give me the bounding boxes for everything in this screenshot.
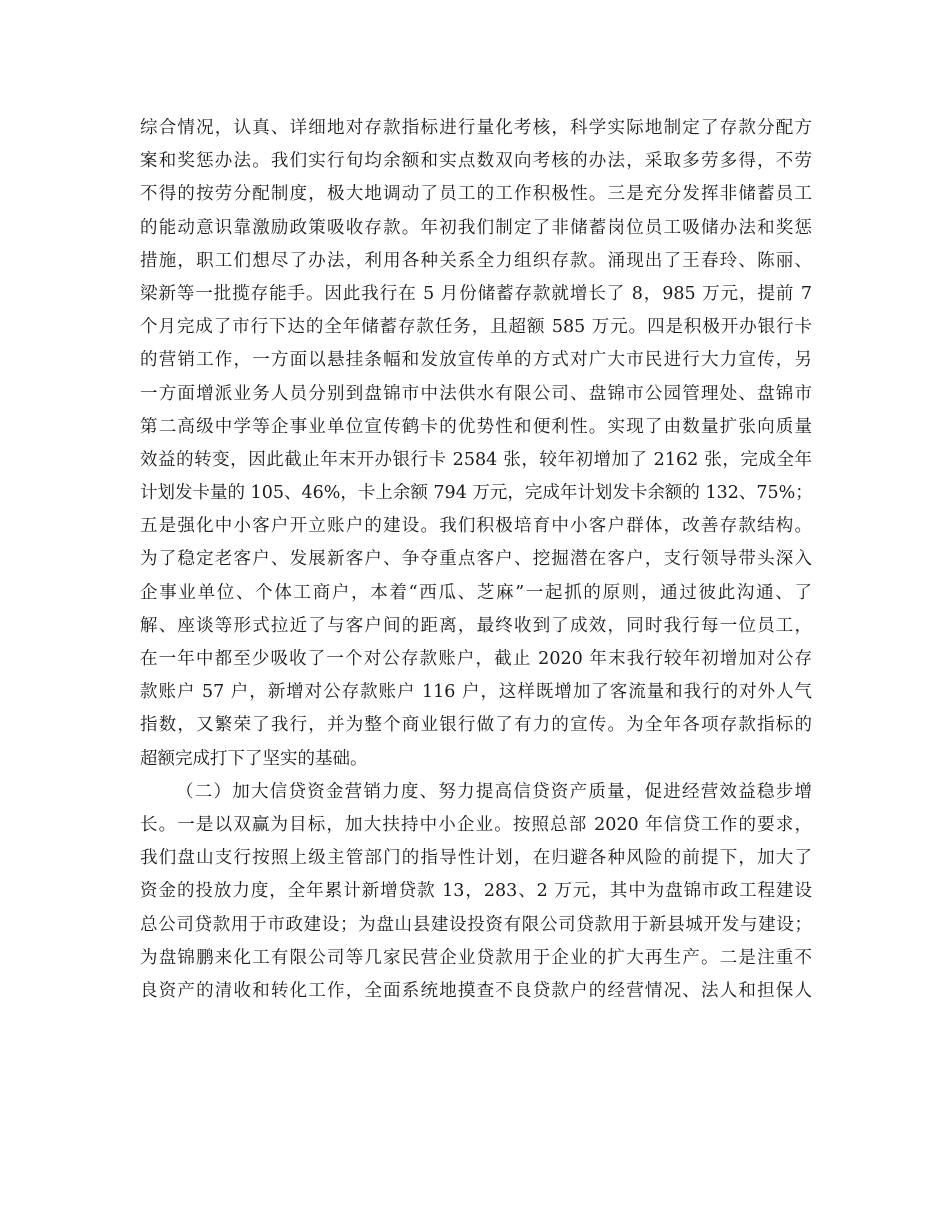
text-line: 总公司贷款用于市政建设；为盘山县建设投资有限公司贷款用于新县城开发与建设； <box>140 914 812 935</box>
text-line: 良资产的清收和转化工作，全面系统地摸查不良贷款户的经营情况、法人和担保人 <box>140 980 812 1001</box>
text-line: 措施，职工们想尽了办法，利用各种关系全力组织存款。涌现出了王春玲、陈丽、 <box>140 250 812 271</box>
text-line: 一方面增派业务人员分别到盘锦市中法供水有限公司、盘锦市公园管理处、盘锦市 <box>140 383 812 404</box>
text-line: 解、座谈等形式拉近了与客户间的距离，最终收到了成效，同时我行每一位员工， <box>140 615 812 636</box>
text-line: 第二高级中学等企事业单位宣传鹤卡的优势性和便利性。实现了由数量扩张向质量 <box>140 416 812 437</box>
text-line: 个月完成了市行下达的全年储蓄存款任务，且超额 585 万元。四是积极开办银行卡 <box>140 317 812 338</box>
text-line: 超额完成打下了坚实的基础。 <box>140 748 368 769</box>
text-line: 在一年中都至少吸收了一个对公存款账户，截止 2020 年末我行较年初增加对公存 <box>140 649 812 669</box>
text-line: 资金的投放力度，全年累计新增贷款 13，283、2 万元，其中为盘锦市政工程建设 <box>140 881 812 902</box>
text-line: （二）加大信贷资金营销力度、努力提高信贷资产质量，促进经营效益稳步增 <box>176 781 812 802</box>
text-line: 企事业单位、个体工商户，本着“西瓜、芝麻”一起抓的原则，通过彼此沟通、了 <box>140 582 812 603</box>
text-line: 梁新等一批揽存能手。因此我行在 5 月份储蓄存款就增长了 8，985 万元，提前 7 <box>140 283 812 304</box>
text-line: 的能动意识靠激励政策吸收存款。年初我们制定了非储蓄岗位员工吸储办法和奖惩 <box>140 217 812 238</box>
text-line: 的营销工作，一方面以悬挂条幅和发放宣传单的方式对广大市民进行大力宣传，另 <box>140 350 812 371</box>
document-body <box>140 112 812 1008</box>
text-line: 款账户 57 户，新增对公存款账户 116 户，这样既增加了客流量和我行的对外人气 <box>140 682 812 703</box>
text-line: 不得的按劳分配制度，极大地调动了员工的工作积极性。三是充分发挥非储蓄员工 <box>140 184 812 205</box>
text-line: 为了稳定老客户、发展新客户、争夺重点客户、挖掘潜在客户，支行领导带头深入 <box>140 549 812 570</box>
text-line: 指数，又繁荣了我行，并为整个商业银行做了有力的宣传。为全年各项存款指标的 <box>140 715 812 736</box>
text-line: 五是强化中小客户开立账户的建设。我们积极培育中小客户群体，改善存款结构。 <box>140 516 812 537</box>
text-line: 长。一是以双赢为目标，加大扶持中小企业。按照总部 2020 年信贷工作的要求， <box>140 814 812 835</box>
text-line: 效益的转变，因此截止年末开办银行卡 2584 张，较年初增加了 2162 张，完成全年 <box>140 449 812 470</box>
text-line: 我们盘山支行按照上级主管部门的指导性计划，在归避各种风险的前提下，加大了 <box>140 848 812 869</box>
text-line: 为盘锦鹏来化工有限公司等几家民营企业贷款用于企业的扩大再生产。二是注重不 <box>140 947 812 968</box>
text-line: 案和奖惩办法。我们实行旬均余额和实点数双向考核的办法，采取多劳多得，不劳 <box>140 151 812 172</box>
text-line: 综合情况，认真、详细地对存款指标进行量化考核，科学实际地制定了存款分配方 <box>140 118 812 138</box>
text-line: 计划发卡量的 105、46%，卡上余额 794 万元，完成年计划发卡余额的 132、75%； <box>140 483 813 504</box>
